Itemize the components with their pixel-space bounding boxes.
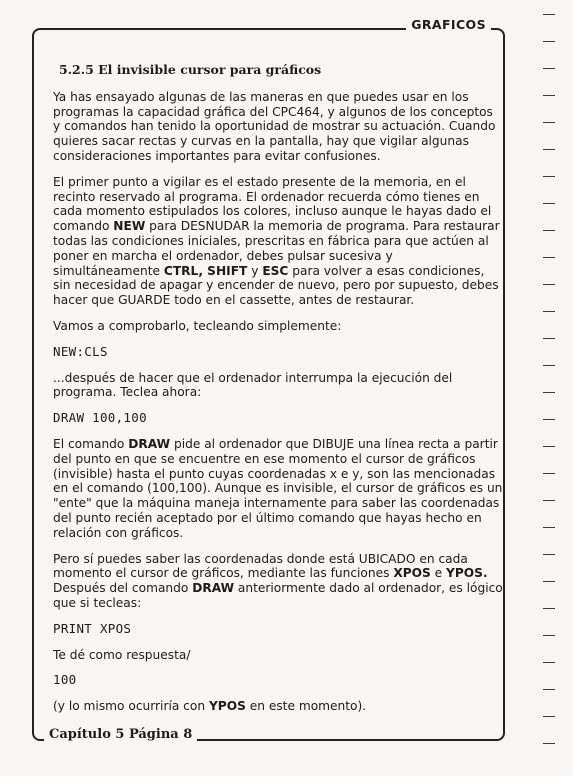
margin-tick-marks	[543, 0, 559, 776]
keyword-new: NEW	[113, 219, 146, 234]
margin-tick	[543, 149, 555, 150]
text-run: pide al ordenador que DIBUJE una línea recta a partir del punto en que se encuentre en ese momento el cursor de gráficos (invisible) hasta el punto cuyas coordenadas x e y, son las mencionadas en el comando (100,100). Aunque es invisible, el cursor de gráficos es un "ente" que la máquina maneja internamente para saber las coordenadas del punto recién aceptado por el último comando que hayas hecho en relación con gráficos.	[53, 436, 503, 540]
margin-tick	[543, 230, 555, 231]
text-run: anteriormente dado al ordenador, es lógico que si tecleas:	[53, 581, 503, 610]
code-new-cls: NEW:CLS	[53, 343, 108, 359]
margin-tick	[543, 365, 555, 366]
margin-tick	[543, 689, 555, 690]
margin-tick	[543, 176, 555, 177]
text-run: El comando	[53, 436, 129, 451]
margin-tick	[543, 662, 555, 663]
margin-tick	[543, 284, 555, 285]
margin-tick	[543, 338, 555, 339]
paragraph-xpos	[53, 552, 503, 611]
text-run: (y lo mismo ocurriría con	[53, 699, 209, 714]
paragraph-memory	[53, 175, 503, 308]
margin-tick	[543, 608, 555, 609]
keyword-ypos: YPOS.	[446, 566, 488, 581]
section-heading: 5.2.5 El invisible cursor para gráficos	[59, 62, 322, 77]
code-draw: DRAW 100,100	[53, 410, 147, 426]
margin-tick	[543, 122, 555, 123]
text-run: para DESNUDAR la memoria de programa. Para restaurar todas las condiciones iniciales, prescritas en fábrica para que actúen al poner en marcha el ordenador, debes pulsar sucesiva y simultáneamente	[53, 219, 500, 278]
keyword-ctrl-shift: CTRL, SHIFT	[163, 263, 248, 278]
margin-tick	[543, 527, 555, 528]
margin-tick	[543, 41, 555, 42]
margin-tick	[543, 392, 555, 393]
margin-tick	[543, 554, 555, 555]
keyword-draw: DRAW	[192, 581, 235, 596]
text-run: para volver a esas condiciones, sin necesidad de apagar y encender de nuevo, pero por supuesto, debes hacer que GUARDE todo en el cassette, antes de restaurar.	[53, 263, 499, 308]
paragraph-intro: Ya has ensayado algunas de las maneras en que puedes usar en los programas la capacidad gráfica del CPC464, y algunos de los conceptos y comandos han tenido la oportunidad de mostrar su actuación. Cuando quieres sacar rectas y curvas en la pantalla, hay que vigilar algunas consideraciones importantes para evitar confusiones.	[53, 89, 496, 163]
code-print-xpos: PRINT XPOS	[53, 620, 132, 636]
margin-tick	[543, 581, 555, 582]
page-body	[53, 60, 503, 725]
text-run: El primer punto a vigilar es el estado presente de la memoria, en el recinto reservado al programa. El ordenador recuerda cómo tienes en cada momento estipulados los colores, incluso aunque le hayas dado el comando	[53, 174, 492, 234]
paragraph-answer: Te dé como respuesta/	[53, 647, 191, 662]
paragraph-draw	[53, 437, 503, 541]
paragraph-try: Vamos a comprobarlo, tecleando simplemente:	[53, 318, 342, 333]
text-run: y	[247, 263, 263, 278]
text-run: Pero sí puedes saber las coordenadas donde está UBICADO en cada momento el cursor de gráficos, mediante las funciones	[53, 551, 468, 581]
margin-tick	[543, 446, 555, 447]
page-footer: Capítulo 5 Página 8	[44, 727, 197, 742]
paragraph-ypos	[53, 699, 503, 714]
margin-tick	[543, 473, 555, 474]
section-header: GRAFICOS	[406, 17, 491, 32]
paragraph-after: ...después de hacer que el ordenador interrumpa la ejecución del programa. Teclea ahora:	[53, 370, 453, 400]
text-run: e	[430, 566, 447, 581]
margin-tick	[543, 716, 555, 717]
margin-tick	[543, 257, 555, 258]
margin-tick	[543, 635, 555, 636]
keyword-xpos: XPOS	[393, 566, 431, 581]
margin-tick	[543, 500, 555, 501]
margin-tick	[543, 311, 555, 312]
margin-tick	[543, 743, 555, 744]
code-result: 100	[53, 672, 77, 688]
keyword-ypos: YPOS	[208, 699, 246, 714]
keyword-esc: ESC	[262, 263, 289, 278]
text-run: en este momento).	[245, 699, 367, 714]
margin-tick	[543, 14, 555, 15]
margin-tick	[543, 95, 555, 96]
text-run: Después del comando	[53, 581, 193, 596]
margin-tick	[543, 419, 555, 420]
keyword-draw: DRAW	[128, 436, 171, 451]
margin-tick	[543, 68, 555, 69]
margin-tick	[543, 203, 555, 204]
